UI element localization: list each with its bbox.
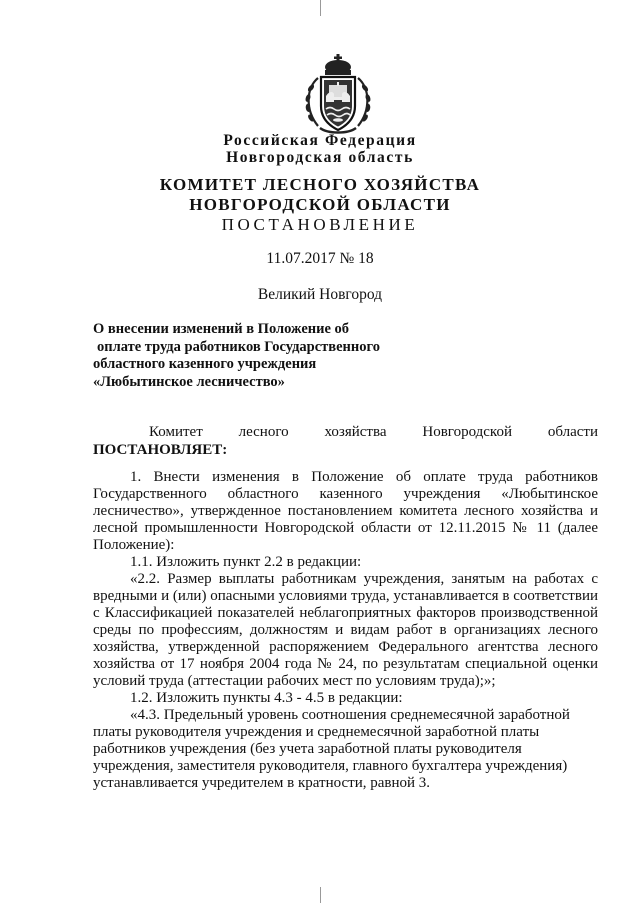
header-committee-line1: КОМИТЕТ ЛЕСНОГО ХОЗЯЙСТВА [159, 175, 481, 194]
document-city: Великий Новгород [257, 286, 383, 303]
subject-line: О внесении изменений в Положение об [93, 321, 350, 337]
scan-mark-bottom [320, 887, 321, 903]
body-paragraph: «4.3. Предельный уровень соотношения среднемесячной заработной платы руководителя учреждения и среднемесячной заработной платы работников учреждения (без учета заработной платы руководителя учреждения, заместителя руководителя, главного бухгалтера учреждения) устанавливается учредителем в кратности, равной 3. [93, 707, 570, 791]
preamble-word: хозяйства [324, 424, 387, 440]
preamble-decree: ПОСТАНОВЛЯЕТ: [93, 442, 228, 458]
preamble-word: Новгородской [422, 424, 512, 440]
scan-mark-top [320, 0, 321, 16]
preamble [93, 423, 598, 459]
body-paragraph: 1.1. Изложить пункт 2.2 в редакции: [130, 554, 362, 570]
document-date-number: 11.07.2017 № 18 [266, 250, 374, 267]
coat-of-arms-icon [296, 54, 380, 138]
header-committee-line2: НОВГОРОДСКОЙ ОБЛАСТИ [189, 195, 451, 214]
subject-line: «Любытинское лесничество» [93, 373, 285, 390]
body-paragraph: «2.2. Размер выплаты работникам учреждения, занятым на работах с вредными и (или) опасными условиями труда, устанавливается в соответствии с Классификацией показателей неблагоприятных факторов производственной среды по профессиям, должностям и видам работ в организациях лесного хозяйства, утвержденной распоряжением Федерального агентства лесного хозяйства от 17 ноября 2004 года № 24, по результатам специальной оценки условий труда (аттестации рабочих мест по условиям труда);»; [93, 571, 598, 689]
header-country: Российская Федерация [223, 132, 417, 149]
subject-line: областного казенного учреждения [93, 356, 317, 372]
header-region: Новгородская область [226, 149, 414, 166]
preamble-word: области [547, 424, 598, 440]
body-paragraph: 1. Внести изменения в Положение об оплате труда работников Государственного областного казенного учреждения «Любытинское лесничество», утвержденное постановлением комитета лесного хозяйства и лесной промышленности Новгородской области от 12.11.2015 № 11 (далее Положение): [93, 469, 598, 553]
document-subject [93, 321, 423, 391]
preamble-word: Комитет [149, 424, 203, 440]
body-paragraph: 1.2. Изложить пункты 4.3 - 4.5 в редакции: [130, 690, 403, 706]
preamble-line [93, 423, 598, 441]
document-type: ПОСТАНОВЛЕНИЕ [221, 215, 419, 234]
document-body [93, 469, 598, 792]
preamble-word: лесного [238, 424, 289, 440]
subject-line: оплате труда работников Государственного [97, 338, 380, 355]
